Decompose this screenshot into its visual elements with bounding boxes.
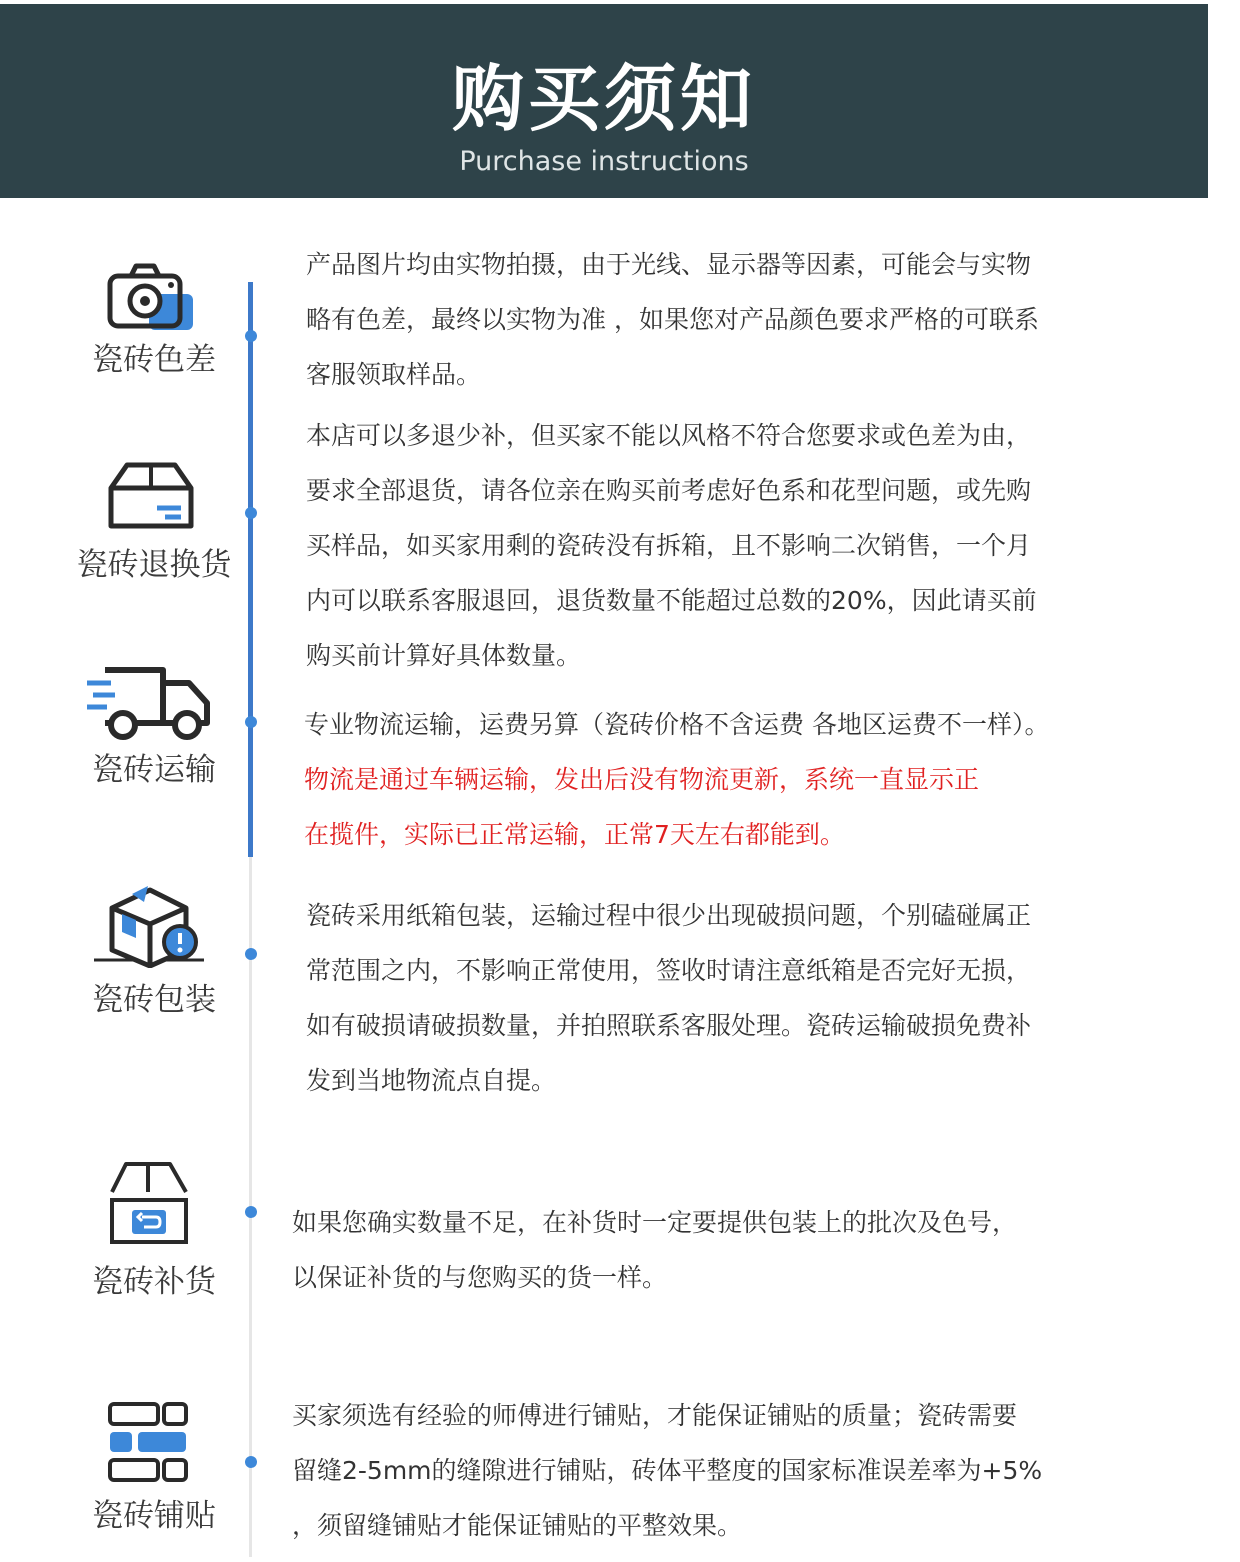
box-icon (105, 460, 197, 534)
section-label: 瓷砖色差 (92, 342, 216, 378)
text-line: 常范围之内，不影响正常使用，签收时请注意纸箱是否完好无损， (306, 956, 1032, 985)
section-label: 瓷砖包装 (92, 982, 216, 1018)
tile-layout-icon (106, 1400, 192, 1484)
text-line: 客服领取样品。 (306, 360, 482, 389)
warning-text-line: 物流是通过车辆运输，发出后没有物流更新，系统一直显示正 (304, 765, 980, 794)
text-line: 发到当地物流点自提。 (306, 1066, 557, 1095)
section-text (292, 1388, 1042, 1553)
section-text (306, 888, 1031, 1108)
header-banner (0, 4, 1208, 198)
section-label: 瓷砖退换货 (76, 547, 232, 583)
text-line: 如有破损请破损数量，并拍照联系客服处理。瓷砖运输破损免费补 (306, 1011, 1032, 1040)
text-line: 瓷砖采用纸箱包装，运输过程中很少出现破损问题，个别磕碰属正 (306, 901, 1032, 930)
warning-text-line: 在揽件，实际已正常运输，正常7天左右都能到。 (304, 820, 845, 849)
timeline-dot (245, 716, 257, 728)
text-line: ，须留缝铺贴才能保证铺贴的平整效果。 (292, 1511, 743, 1540)
text-line: 买家须选有经验的师傅进行铺贴，才能保证铺贴的质量；瓷砖需要 (292, 1401, 1018, 1430)
timeline-dot (245, 507, 257, 519)
section-label: 瓷砖运输 (92, 752, 216, 788)
timeline-dot (245, 1456, 257, 1468)
text-line: 专业物流运输，运费另算（瓷砖价格不含运费 各地区运费不一样）。 (304, 710, 1050, 739)
text-line: 要求全部退货，请各位亲在购买前考虑好色系和花型问题，或先购 (306, 476, 1032, 505)
text-line: 以保证补货的与您购买的货一样。 (292, 1263, 668, 1292)
section-text (304, 697, 1049, 862)
restock-box-icon (106, 1160, 192, 1248)
section-text (306, 408, 1037, 683)
text-line: 购买前计算好具体数量。 (306, 641, 582, 670)
text-line: 产品图片均由实物拍摄，由于光线、显示器等因素，可能会与实物 (306, 250, 1032, 279)
text-line: 略有色差，最终以实物为准 ，如果您对产品颜色要求严格的可联系 (306, 305, 1039, 334)
section-text (306, 237, 1039, 402)
page-subtitle: Purchase instructions (459, 146, 749, 177)
section-label: 瓷砖补货 (92, 1264, 216, 1300)
section-label: 瓷砖铺贴 (92, 1498, 216, 1534)
camera-icon (105, 262, 197, 334)
text-line: 如果您确实数量不足，在补货时一定要提供包装上的批次及色号， (292, 1208, 1018, 1237)
timeline-dot (245, 1206, 257, 1218)
text-line: 本店可以多退少补，但买家不能以风格不符合您要求或色差为由， (306, 421, 1032, 450)
text-line: 买样品，如买家用剩的瓷砖没有拆箱，且不影响二次销售，一个月 (306, 531, 1032, 560)
truck-icon (85, 665, 215, 741)
page-title: 购买须知 (451, 57, 756, 141)
section-text (292, 1195, 1017, 1305)
package-warning-icon (92, 880, 208, 968)
text-line: 留缝2-5mm的缝隙进行铺贴，砖体平整度的国家标准误差率为+5% (292, 1456, 1043, 1485)
timeline-dot (245, 948, 257, 960)
text-line: 内可以联系客服退回，退货数量不能超过总数的20%，因此请买前 (306, 586, 1037, 615)
